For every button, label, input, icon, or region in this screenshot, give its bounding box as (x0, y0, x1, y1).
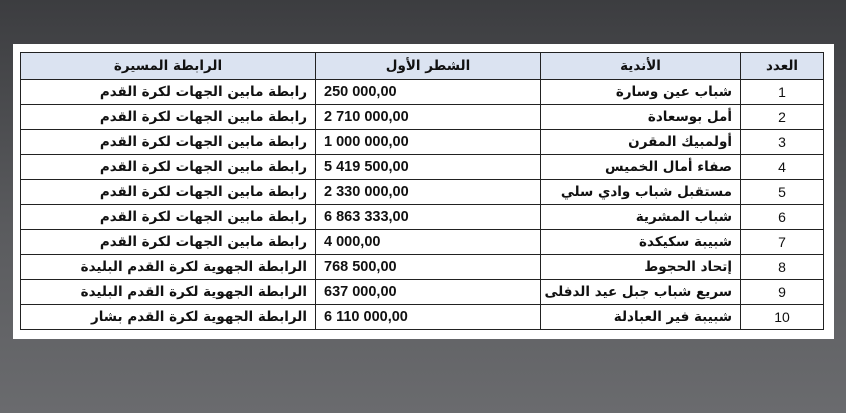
clubs-funding-table (20, 52, 824, 330)
table-header-row (21, 53, 824, 80)
cell-club: أولمبيك المقرن (541, 130, 741, 155)
cell-club: شبيبة فير العبادلة (541, 305, 741, 330)
cell-amount: 768 500,00 (316, 255, 541, 280)
cell-league: رابطة مابين الجهات لكرة القدم (21, 130, 316, 155)
cell-number: 3 (741, 130, 824, 155)
cell-league: رابطة مابين الجهات لكرة القدم (21, 80, 316, 105)
cell-league: رابطة مابين الجهات لكرة القدم (21, 230, 316, 255)
cell-club: شباب عين وسارة (541, 80, 741, 105)
document-sheet (13, 44, 834, 339)
cell-league: الرابطة الجهوية لكرة القدم البليدة (21, 280, 316, 305)
table-row (21, 130, 824, 155)
cell-amount: 2 330 000,00 (316, 180, 541, 205)
table-row (21, 280, 824, 305)
cell-league: رابطة مابين الجهات لكرة القدم (21, 105, 316, 130)
cell-amount: 2 710 000,00 (316, 105, 541, 130)
table-row (21, 180, 824, 205)
table-row (21, 205, 824, 230)
header-managing-league: الرابطة المسيرة (21, 53, 316, 80)
cell-club: مستقبل شباب وادي سلي (541, 180, 741, 205)
cell-amount: 1 000 000,00 (316, 130, 541, 155)
cell-league: رابطة مابين الجهات لكرة القدم (21, 180, 316, 205)
cell-number: 1 (741, 80, 824, 105)
cell-league: رابطة مابين الجهات لكرة القدم (21, 155, 316, 180)
table-row (21, 155, 824, 180)
header-club: الأندية (541, 53, 741, 80)
cell-league: رابطة مابين الجهات لكرة القدم (21, 205, 316, 230)
cell-amount: 6 863 333,00 (316, 205, 541, 230)
table-row (21, 305, 824, 330)
cell-amount: 637 000,00 (316, 280, 541, 305)
table-row (21, 255, 824, 280)
cell-league: الرابطة الجهوية لكرة القدم بشار (21, 305, 316, 330)
table-row (21, 230, 824, 255)
header-number: العدد (741, 53, 824, 80)
cell-number: 5 (741, 180, 824, 205)
cell-club: شباب المشرية (541, 205, 741, 230)
header-first-tranche: الشطر الأول (316, 53, 541, 80)
cell-club: شبيبة سكيكدة (541, 230, 741, 255)
cell-amount: 5 419 500,00 (316, 155, 541, 180)
cell-club: صفاء أمال الخميس (541, 155, 741, 180)
cell-number: 4 (741, 155, 824, 180)
cell-number: 2 (741, 105, 824, 130)
cell-amount: 6 110 000,00 (316, 305, 541, 330)
cell-number: 10 (741, 305, 824, 330)
cell-amount: 4 000,00 (316, 230, 541, 255)
cell-number: 7 (741, 230, 824, 255)
cell-club: سريع شباب جبل عيد الدفلى (541, 280, 741, 305)
cell-number: 9 (741, 280, 824, 305)
cell-number: 6 (741, 205, 824, 230)
table-row (21, 80, 824, 105)
table-row (21, 105, 824, 130)
cell-league: الرابطة الجهوية لكرة القدم البليدة (21, 255, 316, 280)
cell-club: أمل بوسعادة (541, 105, 741, 130)
cell-club: إتحاد الحجوط (541, 255, 741, 280)
cell-amount: 250 000,00 (316, 80, 541, 105)
cell-number: 8 (741, 255, 824, 280)
